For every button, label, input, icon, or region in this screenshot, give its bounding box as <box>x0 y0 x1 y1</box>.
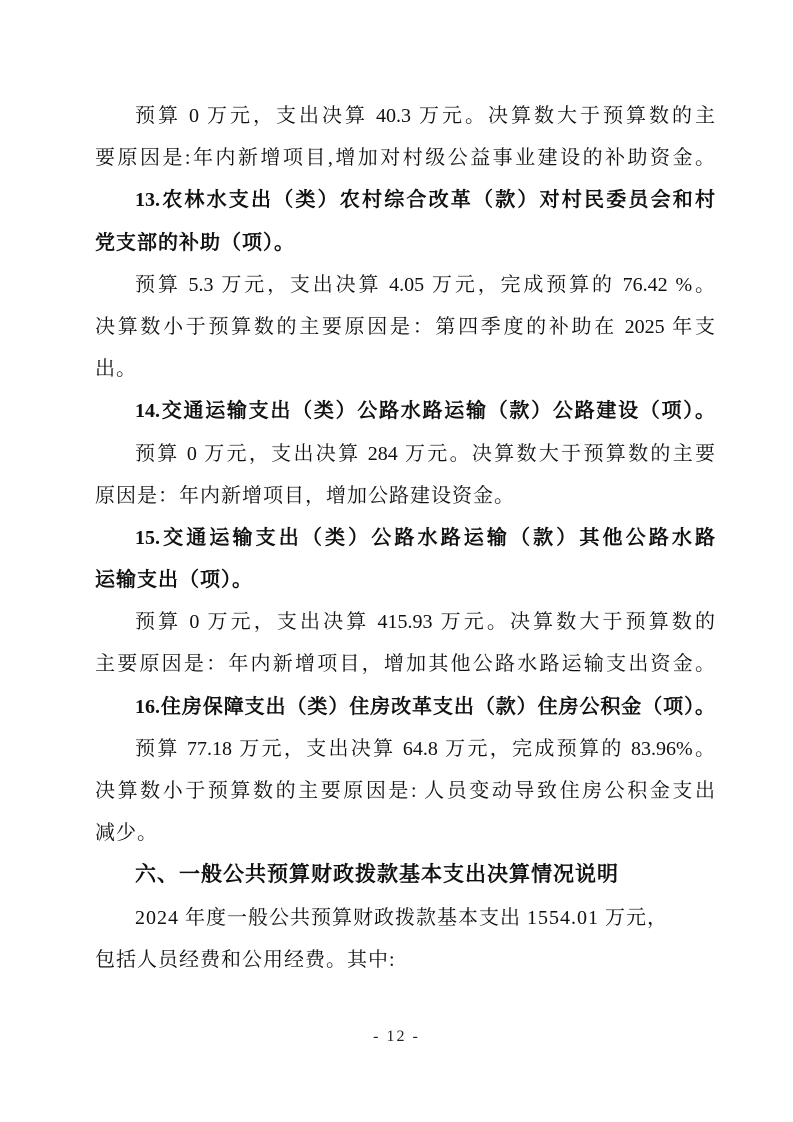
text-line: 运输支出（项）。 <box>95 569 253 592</box>
text-line: 16.住房保障支出（类）住房改革支出（款）住房公积金（项）。 <box>135 695 715 718</box>
text-line: 主要原因是：年内新增项目，增加其他公路水路运输支出资金。 <box>95 653 715 676</box>
text-line: 出。 <box>95 358 137 381</box>
text-line: 预算 0 万元，支出决算 415.93 万元。决算数大于预算数的 <box>135 611 715 634</box>
text-line: 13.农林水支出（类）农村综合改革（款）对村民委员会和村 <box>135 189 715 212</box>
text-line: 预算 5.3 万元，支出决算 4.05 万元，完成预算的 76.42 %。 <box>135 273 715 296</box>
text-line: 要原因是:年内新增项目,增加对村级公益事业建设的补助资金。 <box>95 147 715 170</box>
text-line: 决算数小于预算数的主要原因是: 人员变动导致住房公积金支出 <box>95 780 715 802</box>
text-line: 包括人员经费和公用经费。其中: <box>95 948 396 971</box>
text-line: 15.交通运输支出（类）公路水路运输（款）其他公路水路 <box>135 526 715 549</box>
text-line: 六、一般公共预算财政拨款基本支出决算情况说明 <box>135 863 619 887</box>
text-line: 2024 年度一般公共预算财政拨款基本支出 1554.01 万元， <box>135 906 668 929</box>
text-line: 党支部的补助（项）。 <box>95 231 295 254</box>
text-line: 减少。 <box>95 822 158 845</box>
text-line: 预算 0 万元，支出决算 40.3 万元。决算数大于预算数的主 <box>135 105 715 127</box>
text-line: 14.交通运输支出（类）公路水路运输（款）公路建设（项）。 <box>135 400 715 423</box>
page-footer <box>0 1028 793 1046</box>
page-number: - 12 - <box>373 1028 420 1045</box>
text-line: 决算数小于预算数的主要原因是：第四季度的补助在 2025 年支 <box>95 315 715 338</box>
text-line: 预算 0 万元，支出决算 284 万元。决算数大于预算数的主要 <box>135 442 715 465</box>
text-line: 原因是：年内新增项目，增加公路建设资金。 <box>95 484 515 507</box>
document-body <box>95 95 715 981</box>
text-line: 预算 77.18 万元，支出决算 64.8 万元，完成预算的 83.96%。 <box>135 737 715 760</box>
